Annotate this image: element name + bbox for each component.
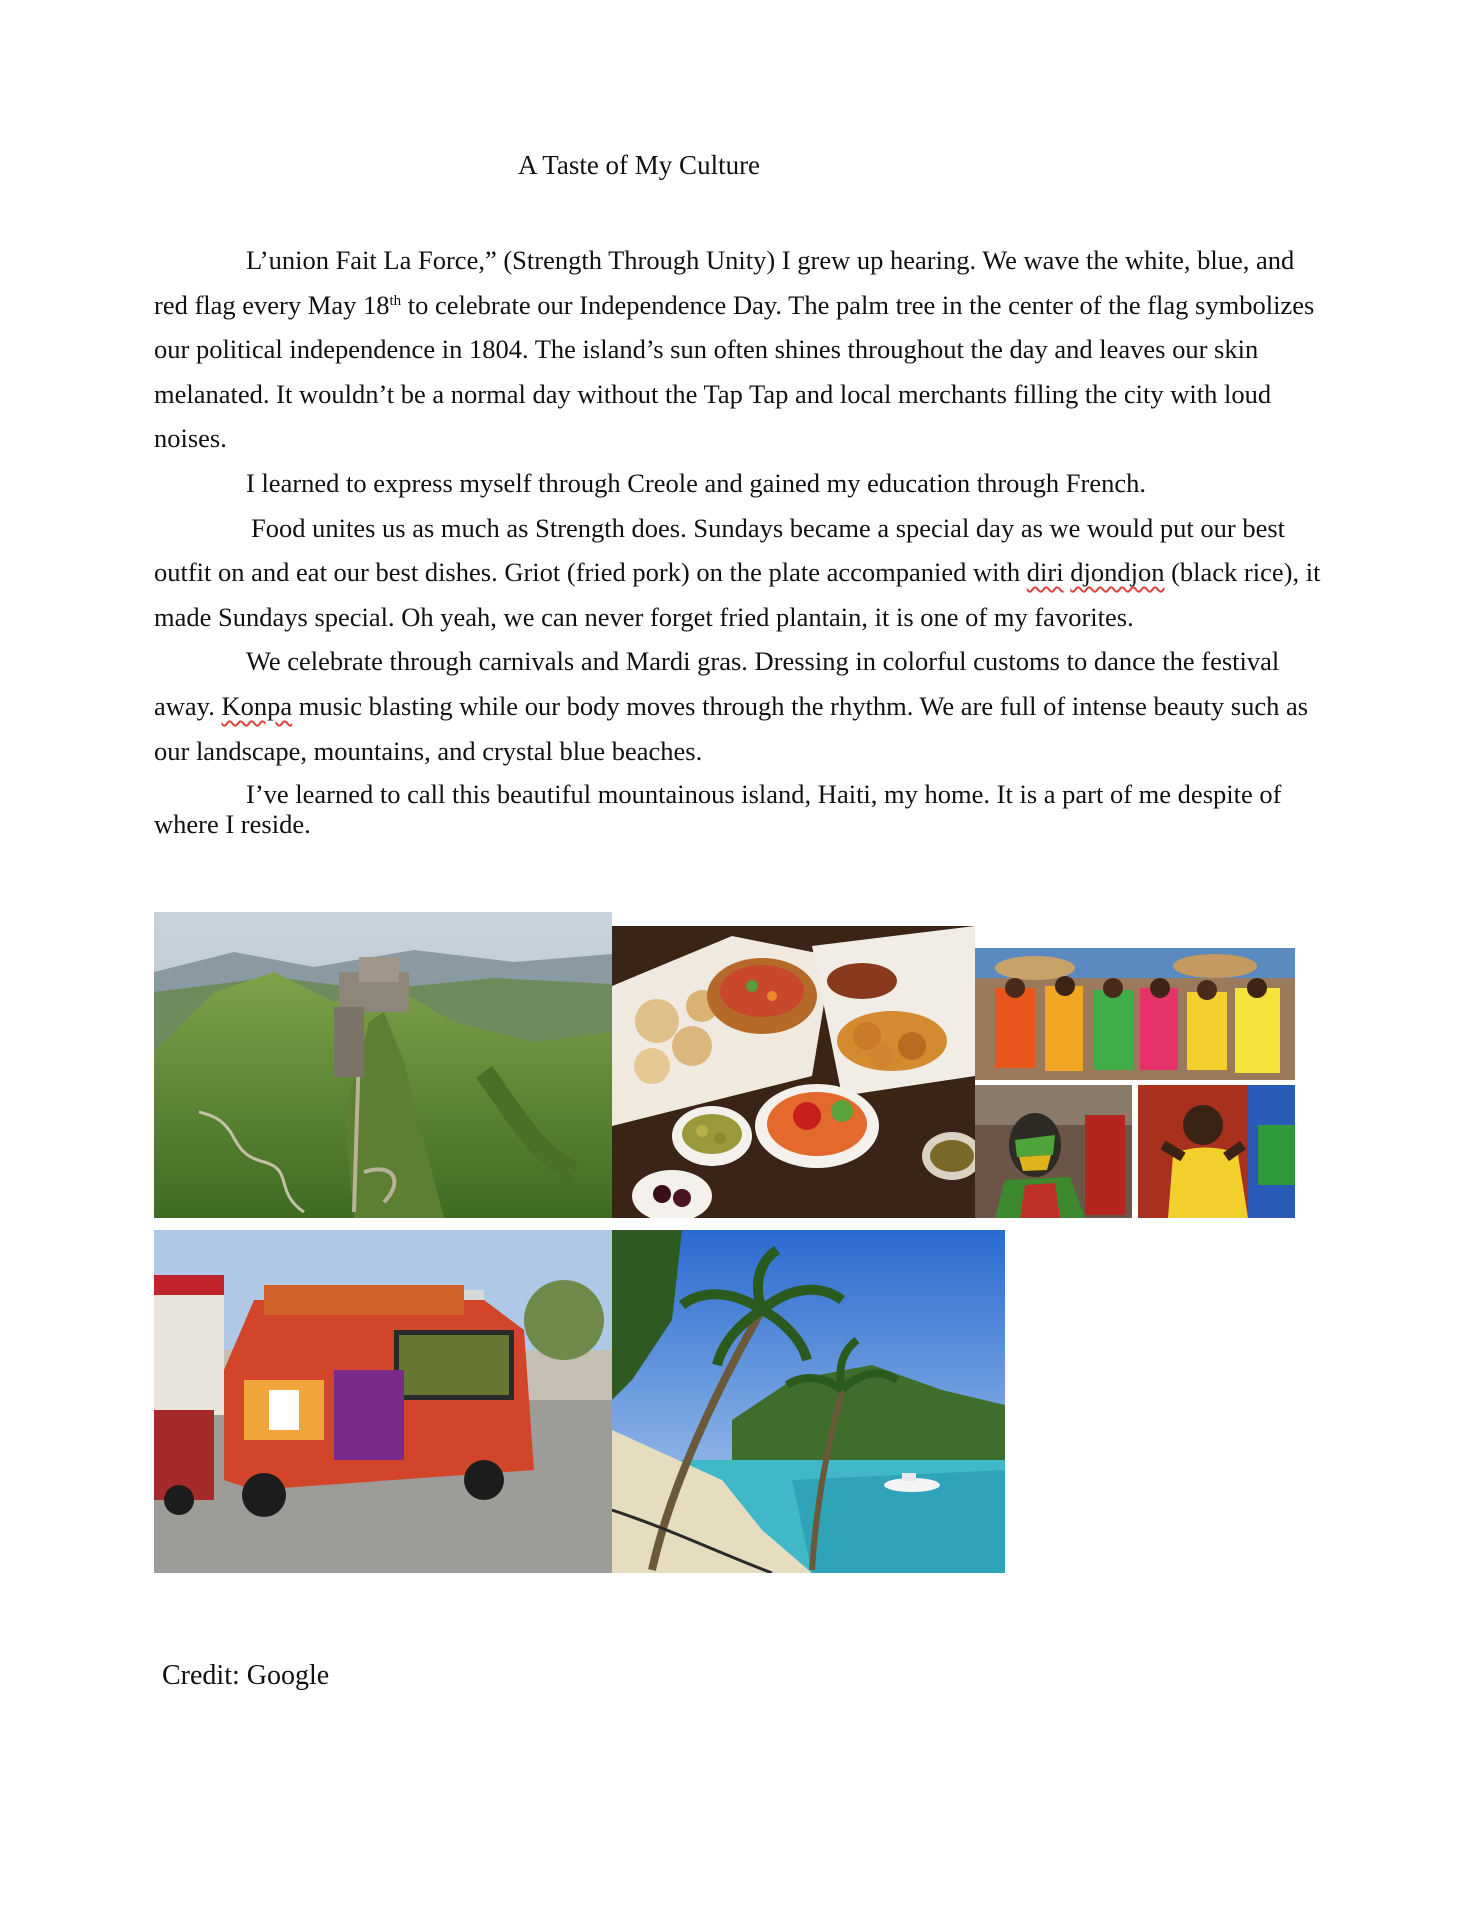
paragraph-3: Food unites us as much as Strength does. Sundays became a special day as we would put our best outfit on and eat our best dishes. Griot (fried pork) on the plate accompanied with diri djondjon (black rice), it made Sundays special. Oh yeah, we can never forget fried plantain, it is one of my favorites. (154, 512, 1321, 632)
tap-tap-bus-image (154, 1230, 612, 1573)
carnival-dancers-image (975, 948, 1295, 1080)
spellcheck-word[interactable]: diri (1026, 557, 1064, 588)
paragraph-4: We celebrate through carnivals and Mardi gras. Dressing in colorful customs to dance the festival away. Konpa music blasting while our body moves through the rhythm. We are full of intense beauty such as our landscape, mountains, and crystal blue beaches. (154, 646, 1309, 766)
citadel-mountain-image (154, 912, 612, 1218)
document-title (0, 150, 1278, 181)
paragraph-2: I learned to express myself through Creole and gained my education through French. (246, 467, 1147, 498)
spellcheck-word[interactable]: djondjon (1070, 557, 1165, 588)
image-credit: Credit: Google (162, 1660, 330, 1691)
essay-body (154, 238, 1329, 839)
title-text: A Taste of My Culture (517, 150, 761, 180)
carnival-painted-face-image (975, 1085, 1132, 1218)
spellcheck-word[interactable]: Konpa (221, 690, 293, 721)
paragraph-5: I’ve learned to call this beautiful mountainous island, Haiti, my home. It is a part of me despite of where I reside. (154, 779, 1282, 840)
haiti-beach-image (612, 1230, 1005, 1573)
ordinal-suffix: th (389, 292, 402, 309)
carnival-yellow-dancer-image (1138, 1085, 1295, 1218)
paragraph-1: L’union Fait La Force,” (Strength Through Unity) I grew up hearing. We wave the white, blue, and red flag every May 18th to celebrate our Independence Day. The palm tree in the center of the flag symbolizes our political independence in 1804. The island’s sun often shines throughout the day and leaves our skin melanated. It wouldn’t be a normal day without the Tap Tap and local merchants filling the city with loud noises. (154, 245, 1315, 454)
haitian-food-image (612, 926, 975, 1218)
